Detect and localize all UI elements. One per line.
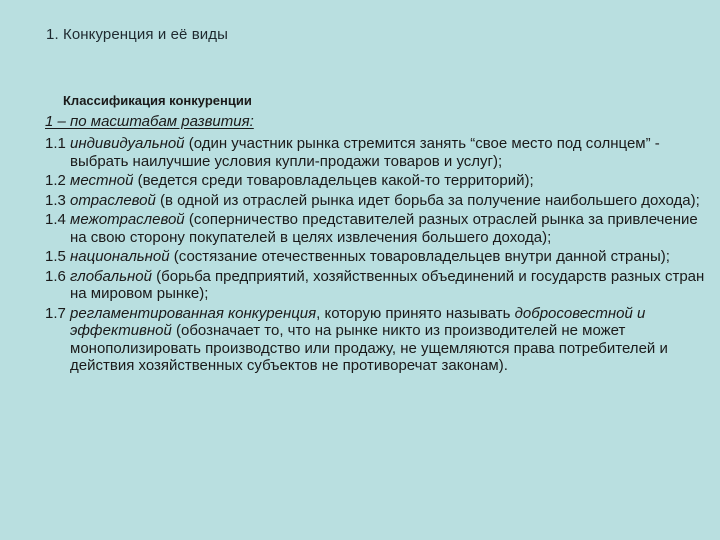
item-term: индивидуальной (70, 135, 185, 152)
list-item (45, 305, 705, 375)
item-term: межотраслевой (70, 211, 185, 228)
item-term: глобальной (70, 267, 152, 285)
classification-list (45, 135, 705, 377)
item-number: 1.2 (45, 172, 66, 189)
section-heading: 1 – по масштабам развития: (45, 113, 254, 130)
item-text: (один участник рынка стремится занять “свое место под солнцем” - выбрать наилучшие условия купли-продажи товаров и услуг); (70, 135, 660, 170)
list-item (45, 268, 705, 303)
item-term: регламентированная конкуренция (70, 304, 317, 322)
list-item (45, 211, 705, 246)
item-text: (состязание отечественных товаровладельцев внутри данной страны); (173, 248, 670, 265)
item-number: 1.1 (45, 135, 66, 152)
item-term: местной (70, 172, 134, 189)
list-item (45, 135, 705, 170)
slide-title: 1. Конкуренция и её виды (46, 26, 229, 43)
item-term: отраслевой (70, 191, 156, 209)
item-term-secondary: добросовестной и эффективной (70, 304, 646, 339)
item-text: (ведется среди товаровладельцев какой-то территорий); (137, 172, 534, 189)
item-number: 1.7 (45, 304, 66, 322)
list-item (45, 172, 705, 190)
item-number: 1.6 (45, 267, 66, 285)
slide-subtitle: Классификация конкуренции (63, 93, 252, 108)
item-term: национальной (70, 248, 170, 265)
item-text: (соперничество представителей разных отраслей рынка за привлечение на свою сторону покупателей в целях извлечения большего дохода); (70, 211, 698, 246)
item-number: 1.3 (45, 191, 66, 209)
item-number: 1.4 (45, 211, 66, 228)
item-text: (борьба предприятий, хозяйственных объединений и государств разных стран на мировом рынке); (70, 267, 705, 302)
item-mid-text: , которую принято называть (316, 304, 511, 322)
item-text: (в одной из отраслей рынка идет борьба за получение наибольшего дохода); (160, 191, 700, 209)
item-number: 1.5 (45, 248, 66, 265)
list-item (45, 192, 705, 210)
item-text: (обозначает то, что на рынке никто из производителей не может монополизировать производство или продажу, не ущемляются права потребителей и действия хозяйственных субъектов не противоречат законам). (70, 322, 668, 374)
list-item (45, 248, 705, 266)
